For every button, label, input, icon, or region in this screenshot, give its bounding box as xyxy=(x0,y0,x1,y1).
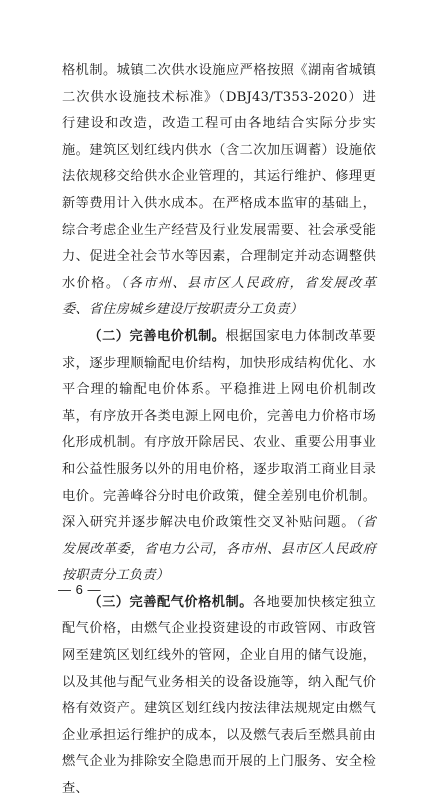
paragraph-text: 根据国家电力体制改革要求，逐步理顺输配电价结构，加快形成结构优化、水平合理的输配电价体系。平稳推进上网电价机制改革，有序放开各类电源上网电价，完善电力价格市场化形成机制。有序放开除居民、农业、重要公用事业和公益性服务以外的用电价格，逐步取消工商业目录电价。完善峰谷分时电价政策，健全差别电价机制。深入研究并逐步解决电价政策性交叉补贴问题。 xyxy=(62,328,376,531)
responsibility-note: （省发展改革委，省电力公司，各市州、县市区人民政府按职责分工负责） xyxy=(62,515,376,584)
body-text xyxy=(62,58,376,803)
page-number: — 6 — xyxy=(58,582,101,597)
paragraph-electricity-price xyxy=(62,324,376,590)
section-heading: （三）完善配气价格机制。 xyxy=(88,594,253,610)
paragraph-text: 各地要加快核定独立配气价格，由燃气企业投资建设的市政管网、市政管网至建筑区划红线外的管网，企业自用的储气设施，以及其他与配气业务相关的设备设施等，纳入配气价格有效资产。建筑区划红线内按法律法规规定由燃气企业承担运行维护的成本，以及燃气表后至燃具前由燃气企业为排除安全隐患而开展的上门服务、安全检查、 xyxy=(62,594,376,797)
paragraph-continuation xyxy=(62,58,376,324)
paragraph-gas-distribution-price xyxy=(62,590,376,803)
paragraph-text: 格机制。城镇二次供水设施应严格按照《湖南省城镇二次供水设施技术标准》（DBJ43/T353-2020）进行建设和改造，改造工程可由各地结合实际分步实施。建筑区划红线内供水（含二次加压调蓄）设施依法依规移交给供水企业管理的，其运行维护、修理更新等费用计入供水成本。在严格成本监审的基础上，综合考虑企业生产经营及行业发展需要、社会承受能力、促进全社会节水等因素，合理制定并动态调整供水价格。 xyxy=(62,63,376,291)
responsibility-note: （各市州、县市区人民政府，省发展改革委、省住房城乡建设厅按职责分工负责） xyxy=(62,275,376,318)
section-heading: （二）完善电价机制。 xyxy=(88,328,226,344)
